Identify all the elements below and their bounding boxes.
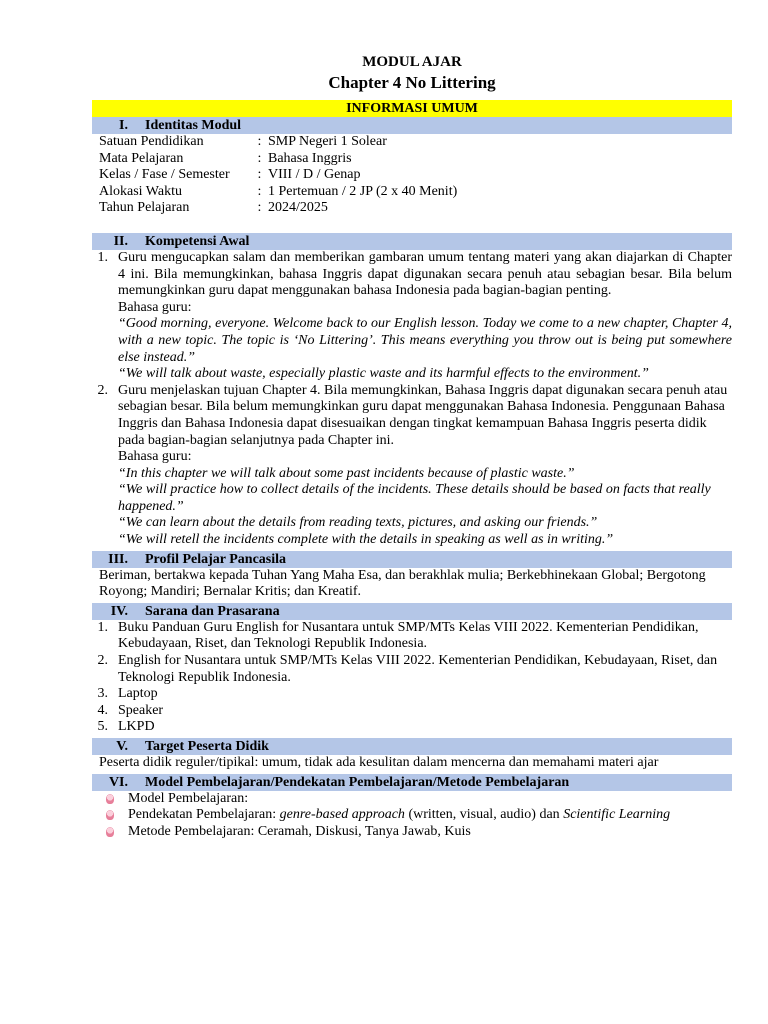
list-number: 4. (97, 702, 108, 718)
identity-row (92, 184, 732, 201)
general-info-banner: INFORMASI UMUM (92, 100, 732, 117)
teacher-quote: “We will retell the incidents complete with the details in speaking as well as in writing.” (118, 532, 614, 548)
section-number: VI. (108, 774, 128, 790)
list-number: 2. (97, 382, 108, 398)
profil-text: Beriman, bertakwa kepada Tuhan Yang Maha Esa, dan berakhlak mulia; Berkebhinekaan Global; Bergotong Royong; Mandiri; Bernalar Kritis; dan Kreatif. (99, 567, 706, 600)
list-item (92, 703, 732, 720)
section-title: Target Peserta Didik (145, 739, 269, 754)
kompetensi-text: Guru menjelaskan tujuan Chapter 4. Bila memungkinkan, Bahasa Inggris dapat digunakan secara penuh atau sebagian besar. Bila belum memungkinkan guru dapat menggunakan Bahasa Indonesia. Penggunaan Bahasa Inggris dan Bahasa Indonesia dapat disesuaikan dengan tingkat kemampuan Bahasa Inggris peserta didik pada bagian-bagian selanjutnya pada Chapter ini. (118, 382, 728, 448)
identity-key: Kelas / Fase / Semester (99, 167, 230, 183)
section-header-identitas (92, 117, 732, 134)
pink-bullet-icon (92, 807, 128, 824)
identity-key: Mata Pelajaran (99, 150, 184, 166)
teacher-language-label: Bahasa guru: (118, 449, 192, 465)
list-text: English for Nusantara untuk SMP/MTs Kelas VIII 2022. Kementerian Pendidikan, Kebudayaan, Riset, dan Teknologi Republik Indonesia. (118, 653, 718, 685)
bullet-text (128, 807, 670, 824)
sarana-list (92, 620, 732, 736)
section-header-profil (92, 551, 732, 568)
identity-value: 1 Pertemuan / 2 JP (2 x 40 Menit) (268, 183, 458, 199)
section-header-model (92, 774, 732, 791)
bullet-text-italic: genre-based approach (279, 807, 405, 823)
list-item (92, 653, 732, 686)
identity-table (92, 134, 732, 217)
list-item (92, 383, 732, 549)
pink-bullet-icon (92, 824, 128, 841)
section-title: Profil Pelajar Pancasila (145, 551, 287, 567)
identity-row (92, 134, 732, 151)
section-header-kompetensi (92, 233, 732, 250)
bullet-text: Model Pembelajaran: (128, 790, 249, 806)
list-item (92, 250, 732, 383)
identity-row (92, 167, 732, 184)
identity-colon: : (257, 134, 262, 149)
bullet-text-middle: (written, visual, audio) dan (404, 807, 564, 823)
teacher-quote: “We will practice how to collect details of the incidents. These details should be based on facts that really happened.” (118, 482, 711, 514)
section-number: I. (119, 118, 128, 133)
identity-key: Alokasi Waktu (99, 183, 182, 199)
kompetensi-text: Guru mengucapkan salam dan memberikan gambaran umum tentang materi yang akan diajarkan di Chapter 4 ini. Bila memungkinkan, bahasa Inggris dapat digunakan secara penuh atau sebagian besar. Bila belum memungkinkan guru dapat menggunakan bahasa Indonesia pada bagian-bagian penting. (118, 249, 732, 299)
identity-value: 2024/2025 (268, 200, 328, 216)
identity-key: Satuan Pendidikan (99, 134, 204, 149)
identity-colon: : (257, 200, 262, 216)
bullet-text-prefix: Pendekatan Pembelajaran: (128, 807, 280, 823)
list-number: 3. (97, 686, 108, 702)
section-header-target (92, 738, 732, 755)
section-header-sarana (92, 603, 732, 620)
spacer (92, 217, 732, 233)
section-title: Identitas Modul (145, 118, 242, 133)
pink-bullet-icon (92, 791, 128, 808)
kompetensi-list (92, 250, 732, 549)
section-number: IV. (110, 603, 128, 619)
target-text: Peserta didik reguler/tipikal: umum, tidak ada kesulitan dalam mencerna dan memahami materi ajar (99, 755, 659, 770)
identity-value: VIII / D / Genap (268, 167, 361, 183)
document-title: MODUL AJAR (362, 54, 462, 70)
identity-key: Tahun Pelajaran (99, 200, 190, 216)
bullet-item (92, 824, 732, 841)
list-number: 1. (97, 619, 108, 635)
section-number: II. (113, 233, 128, 249)
list-text: Laptop (118, 686, 158, 702)
section-number: V. (116, 739, 128, 754)
section-title: Model Pembelajaran/Pendekatan Pembelajaran/Metode Pembelajaran (145, 774, 570, 790)
list-item (92, 620, 732, 653)
identity-colon: : (257, 150, 262, 166)
list-text: LKPD (118, 719, 155, 735)
bullet-text: Metode Pembelajaran: Ceramah, Diskusi, Tanya Jawab, Kuis (128, 823, 471, 839)
section-number: III. (108, 551, 128, 567)
list-number: 2. (97, 653, 108, 669)
document-page (92, 52, 732, 840)
teacher-language-label: Bahasa guru: (118, 299, 192, 315)
teacher-quote: “We will talk about waste, especially plastic waste and its harmful effects to the environment.” (118, 366, 649, 382)
identity-row (92, 151, 732, 168)
identity-row (92, 200, 732, 217)
bullet-item (92, 791, 732, 808)
teacher-quote: “Good morning, everyone. Welcome back to our English lesson. Today we come to a new chapter, Chapter 4, with a new topic. The topic is ‘No Littering’. This means everything you throw out is being put somewhere else instead.” (118, 316, 732, 365)
identity-colon: : (257, 167, 262, 183)
bullet-item (92, 807, 732, 824)
identity-value: SMP Negeri 1 Solear (268, 134, 387, 149)
section-title: Kompetensi Awal (145, 233, 250, 249)
identity-value: Bahasa Inggris (268, 150, 352, 166)
teacher-quote: “We can learn about the details from reading texts, pictures, and asking our friends.” (118, 515, 598, 531)
list-number: 1. (97, 249, 108, 265)
teacher-quote: “In this chapter we will talk about some past incidents because of plastic waste.” (118, 465, 575, 481)
list-text: Buku Panduan Guru English for Nusantara untuk SMP/MTs Kelas VIII 2022. Kementerian Pendidikan, Kebudayaan, Riset, dan Teknologi Republik Indonesia. (118, 619, 699, 652)
list-item (92, 719, 732, 736)
section-title: Sarana dan Prasarana (145, 603, 280, 619)
list-text: Speaker (118, 702, 164, 718)
document-subtitle: Chapter 4 No Littering (328, 73, 496, 92)
list-number: 5. (97, 719, 108, 735)
bullet-text-italic: Scientific Learning (563, 807, 671, 823)
identity-colon: : (257, 183, 262, 199)
list-item (92, 686, 732, 703)
